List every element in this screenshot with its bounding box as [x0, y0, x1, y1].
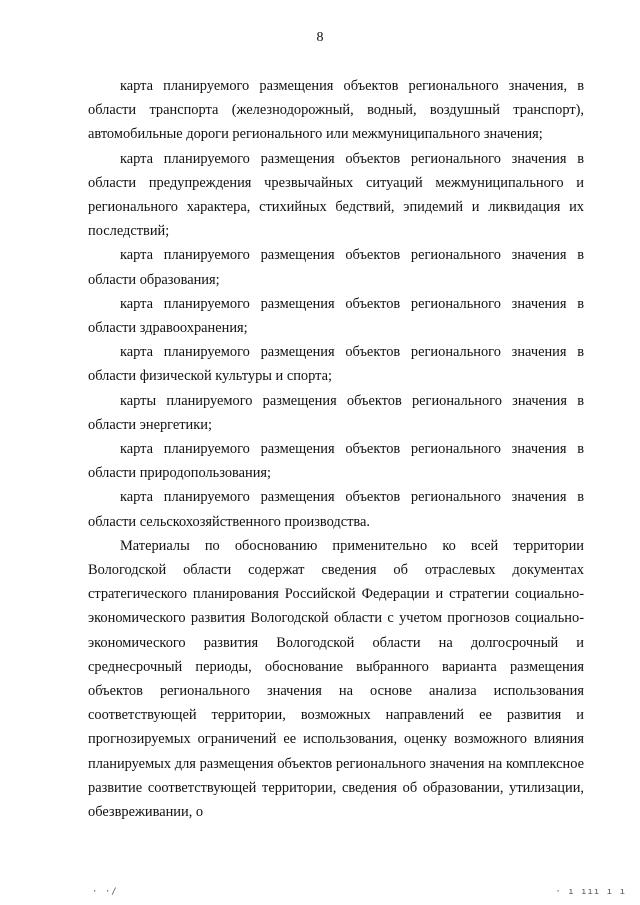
paragraph-transport-map: карта планируемого размещения объектов регионального значения, в области транспорта (железнодорожный, водный, воздушный транспорт), автомобильные дороги регионального или межмуниципального значения;	[88, 78, 584, 143]
paragraph-nature-map: карта планируемого размещения объектов регионального значения в области природопользования;	[88, 441, 584, 482]
scan-mark-left: · ·/	[92, 887, 118, 897]
scan-mark-right: · ı ııı ı ı	[555, 887, 626, 897]
paragraph-sport-map: карта планируемого размещения объектов регионального значения в области физической культуры и спорта;	[88, 344, 584, 385]
paragraph-healthcare-map: карта планируемого размещения объектов регионального значения в области здравоохранения;	[88, 295, 584, 337]
paragraph-energy-map: карты планируемого размещения объектов регионального значения в области энергетики;	[88, 392, 584, 433]
paragraph-emergency-map: карта планируемого размещения объектов регионального значения в области предупреждения чрезвычайных ситуаций межмуниципального и регионального характера, стихийных бедствий, эпидемий и ликвидация их последствий;	[88, 150, 584, 240]
page-number: 8	[316, 30, 324, 45]
paragraph-education-map: карта планируемого размещения объектов регионального значения в области образования;	[88, 247, 584, 288]
paragraph-justification-materials: Материалы по обоснованию применительно ко всей территории Вологодской области содержат сведения об отраслевых документах стратегического планирования Российской Федерации и стратегии социально-экономического развития Вологодской области с учетом прогнозов социально-экономического развития Вологодской области на долгосрочный и среднесрочный периоды, обоснование выбранного варианта размещения объектов регионального значения на основе анализа использования соответствующей территории, возможных направлений ее развития и прогнозируемых ограничений ее использования, оценку возможного влияния планируемых для размещения объектов регионального значения на комплексное развитие соответствующей территории, сведения об образовании, утилизации, обезвреживании, о	[88, 537, 584, 821]
paragraph-agriculture-map: карта планируемого размещения объектов регионального значения в области сельскохозяйственного производства.	[88, 489, 584, 530]
document-body	[88, 74, 584, 824]
